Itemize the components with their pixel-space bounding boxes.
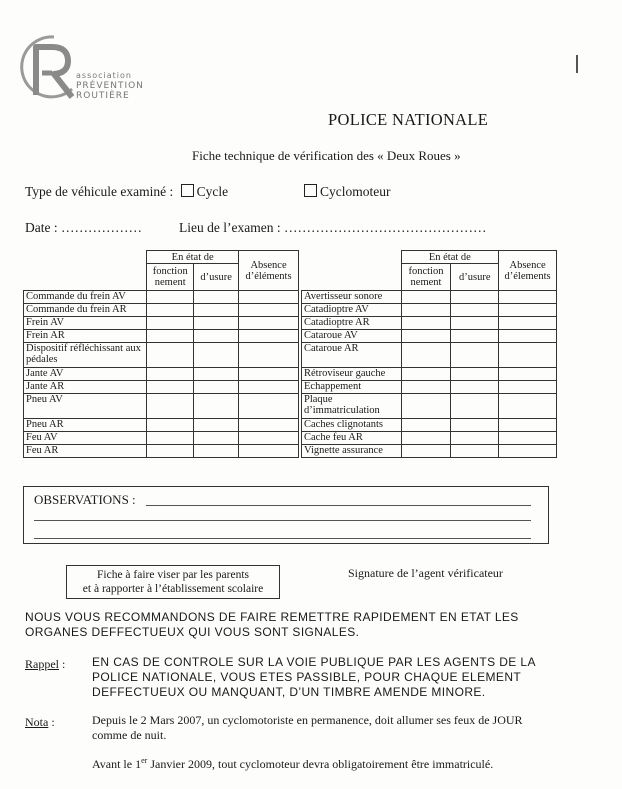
logo-line-routiere: ROUTIÈRE — [76, 91, 130, 101]
row-label: Dispositif réfléchissant aux pédales — [24, 343, 147, 368]
usure-cell[interactable] — [451, 432, 499, 445]
usure-cell[interactable] — [194, 432, 239, 445]
fonction-cell[interactable] — [401, 343, 451, 368]
margin-mark — [576, 55, 578, 73]
parents-notice-line-1: Fiche à faire viser par les parents — [97, 569, 249, 581]
table-row — [24, 291, 299, 304]
row-label: Jante AV — [24, 368, 147, 381]
row-label: Avertisseur sonore — [302, 291, 402, 304]
fonction-cell[interactable] — [401, 381, 451, 394]
fonction-cell[interactable] — [147, 368, 194, 381]
cyclomoteur-label: Cyclomoteur — [320, 184, 391, 199]
usure-header-right: d’usure — [451, 264, 499, 291]
table-row — [24, 368, 299, 381]
absence-cell[interactable] — [239, 445, 299, 458]
cyclomoteur-checkbox[interactable] — [304, 184, 317, 197]
parents-notice-box — [66, 565, 280, 599]
fonction-cell[interactable] — [401, 330, 451, 343]
absence-cell[interactable] — [499, 445, 557, 458]
row-label: Caches clignotants — [302, 419, 402, 432]
row-label: Echappement — [302, 381, 402, 394]
usure-cell[interactable] — [451, 304, 499, 317]
fonction-cell[interactable] — [147, 304, 194, 317]
row-label: Pneu AR — [24, 419, 147, 432]
row-label: Catadioptre AV — [302, 304, 402, 317]
nota-text-2-end: Janvier 2009, tout cyclomoteur devra obligatoirement être immatriculé. — [147, 757, 494, 771]
nota-text-2 — [92, 756, 493, 772]
observations-box[interactable] — [23, 486, 549, 544]
absence-cell[interactable] — [499, 317, 557, 330]
row-label: Cache feu AR — [302, 432, 402, 445]
fonction-cell[interactable] — [401, 445, 451, 458]
row-label: Frein AV — [24, 317, 147, 330]
usure-cell[interactable] — [451, 330, 499, 343]
table-row — [24, 381, 299, 394]
cyclomoteur-option — [300, 184, 391, 200]
table-row — [302, 291, 557, 304]
signature-label: Signature de l’agent vérificateur — [348, 566, 503, 580]
table-row — [24, 394, 299, 419]
row-label: Feu AV — [24, 432, 147, 445]
table-row — [302, 343, 557, 368]
logo-line-prevention: PRÉVENTION — [76, 81, 144, 91]
usure-header-left: d’usure — [194, 264, 239, 291]
fonction-cell[interactable] — [401, 304, 451, 317]
table-row — [24, 432, 299, 445]
usure-cell[interactable] — [194, 394, 239, 419]
absence-cell[interactable] — [239, 330, 299, 343]
rappel-text: EN CAS DE CONTROLE SUR LA VOIE PUBLIQUE PAR LES AGENTS DE LA POLICE NATIONALE, VOUS ETES PASSIBLE, POUR CHAQUE ELEMENT DEFFECTUEUX OU MANQUANT, D’UN TIMBRE AMENDE MINORE. — [92, 655, 536, 699]
fonction-cell[interactable] — [401, 317, 451, 330]
fonction-cell[interactable] — [147, 317, 194, 330]
inspection-table-left — [23, 250, 299, 458]
usure-cell[interactable] — [194, 419, 239, 432]
fonction-header-left: fonction nement — [147, 264, 194, 291]
rappel-label: Rappel : — [25, 657, 66, 671]
usure-cell[interactable] — [451, 317, 499, 330]
absence-cell[interactable] — [239, 394, 299, 419]
row-label: Pneu AV — [24, 394, 147, 419]
absence-cell[interactable] — [239, 381, 299, 394]
nota-label-text: Nota — [25, 715, 49, 729]
fonction-cell[interactable] — [147, 381, 194, 394]
row-label: Feu AR — [24, 445, 147, 458]
nota-label: Nota : — [25, 715, 55, 729]
fonction-cell[interactable] — [147, 445, 194, 458]
row-label: Jante AR — [24, 381, 147, 394]
vehicle-type-row — [25, 184, 228, 200]
absence-cell[interactable] — [239, 291, 299, 304]
absence-cell[interactable] — [499, 304, 557, 317]
absence-header-left: Absence d’éléments — [239, 251, 299, 291]
row-label: Commande du frein AR — [24, 304, 147, 317]
absence-cell[interactable] — [239, 304, 299, 317]
absence-header-right: Absence d’élements — [499, 251, 557, 291]
fonction-header-right: fonction nement — [401, 264, 451, 291]
row-label: Plaque d’immatriculation — [302, 394, 402, 419]
nota-text-2-start: Avant le 1 — [92, 757, 142, 771]
inspection-table-right — [301, 250, 557, 458]
table-row — [24, 419, 299, 432]
absence-cell[interactable] — [499, 291, 557, 304]
logo-line-association: association — [76, 71, 132, 80]
absence-cell[interactable] — [239, 343, 299, 368]
row-label: Commande du frein AV — [24, 291, 147, 304]
fonction-cell[interactable] — [147, 291, 194, 304]
usure-cell[interactable] — [194, 368, 239, 381]
place-field[interactable]: Lieu de l’examen : ……………………………………… — [179, 220, 487, 235]
recommendation-text: NOUS VOUS RECOMMANDONS DE FAIRE REMETTRE RAPIDEMENT EN ETAT LES ORGANES DEFFECTUEUX QUI VOUS SONT SIGNALES. — [25, 610, 519, 639]
table-row — [24, 317, 299, 330]
parents-notice-line-2: et à rapporter à l’établissement scolaire — [82, 583, 264, 595]
usure-cell[interactable] — [451, 368, 499, 381]
observations-line-3 — [34, 538, 531, 539]
table-row — [302, 381, 557, 394]
absence-cell[interactable] — [499, 381, 557, 394]
fonction-cell[interactable] — [147, 419, 194, 432]
logo — [14, 33, 164, 103]
fonction-cell[interactable] — [147, 330, 194, 343]
fonction-cell[interactable] — [147, 432, 194, 445]
usure-cell[interactable] — [194, 317, 239, 330]
table-row — [24, 330, 299, 343]
usure-cell[interactable] — [194, 304, 239, 317]
etat-header-right: En état de — [401, 251, 499, 264]
row-label: Cataroue AV — [302, 330, 402, 343]
row-label: Catadioptre AR — [302, 317, 402, 330]
table-row — [302, 317, 557, 330]
observations-label: OBSERVATIONS : — [34, 492, 136, 507]
absence-cell[interactable] — [499, 394, 557, 419]
page-subtitle: Fiche technique de vérification des « Deux Roues » — [192, 148, 461, 163]
usure-cell[interactable] — [194, 330, 239, 343]
row-label: Cataroue AR — [302, 343, 402, 368]
absence-cell[interactable] — [499, 432, 557, 445]
absence-cell[interactable] — [499, 368, 557, 381]
absence-cell[interactable] — [239, 419, 299, 432]
observations-line-1 — [146, 505, 531, 506]
table-row — [302, 445, 557, 458]
vehicle-type-label: Type de véhicule examiné : — [25, 184, 174, 199]
absence-cell[interactable] — [239, 368, 299, 381]
table-row — [24, 343, 299, 368]
date-field[interactable]: Date : ……………… — [25, 220, 142, 235]
fonction-cell[interactable] — [401, 368, 451, 381]
usure-cell[interactable] — [194, 343, 239, 368]
usure-cell[interactable] — [451, 394, 499, 419]
cycle-label: Cycle — [196, 184, 229, 199]
table-row — [302, 419, 557, 432]
fonction-cell[interactable] — [401, 394, 451, 419]
table-row — [24, 445, 299, 458]
table-row — [302, 394, 557, 419]
table-row — [302, 432, 557, 445]
table-row — [24, 304, 299, 317]
usure-cell[interactable] — [451, 381, 499, 394]
page-title: POLICE NATIONALE — [328, 110, 489, 129]
table-row — [302, 330, 557, 343]
fonction-cell[interactable] — [147, 394, 194, 419]
nota-text-1: Depuis le 2 Mars 2007, un cyclomotoriste en permanence, doit allumer ses feux de JOUR comme de nuit. — [92, 713, 523, 742]
nota-text-2-sup: er — [141, 756, 148, 765]
table-row — [302, 304, 557, 317]
observations-line-2 — [34, 520, 531, 521]
fonction-cell[interactable] — [401, 432, 451, 445]
usure-cell[interactable] — [451, 445, 499, 458]
fonction-cell[interactable] — [147, 343, 194, 368]
rappel-label-text: Rappel — [25, 657, 59, 671]
row-label: Vignette assurance — [302, 445, 402, 458]
absence-cell[interactable] — [499, 419, 557, 432]
absence-cell[interactable] — [499, 343, 557, 368]
cycle-checkbox[interactable] — [181, 184, 194, 197]
absence-cell[interactable] — [239, 432, 299, 445]
etat-header-left: En état de — [147, 251, 239, 264]
fonction-cell[interactable] — [401, 291, 451, 304]
usure-cell[interactable] — [451, 343, 499, 368]
usure-cell[interactable] — [451, 419, 499, 432]
fonction-cell[interactable] — [401, 419, 451, 432]
row-label: Rétroviseur gauche — [302, 368, 402, 381]
row-label: Frein AR — [24, 330, 147, 343]
usure-cell[interactable] — [194, 445, 239, 458]
usure-cell[interactable] — [194, 291, 239, 304]
absence-cell[interactable] — [499, 330, 557, 343]
usure-cell[interactable] — [451, 291, 499, 304]
usure-cell[interactable] — [194, 381, 239, 394]
table-row — [302, 368, 557, 381]
absence-cell[interactable] — [239, 317, 299, 330]
